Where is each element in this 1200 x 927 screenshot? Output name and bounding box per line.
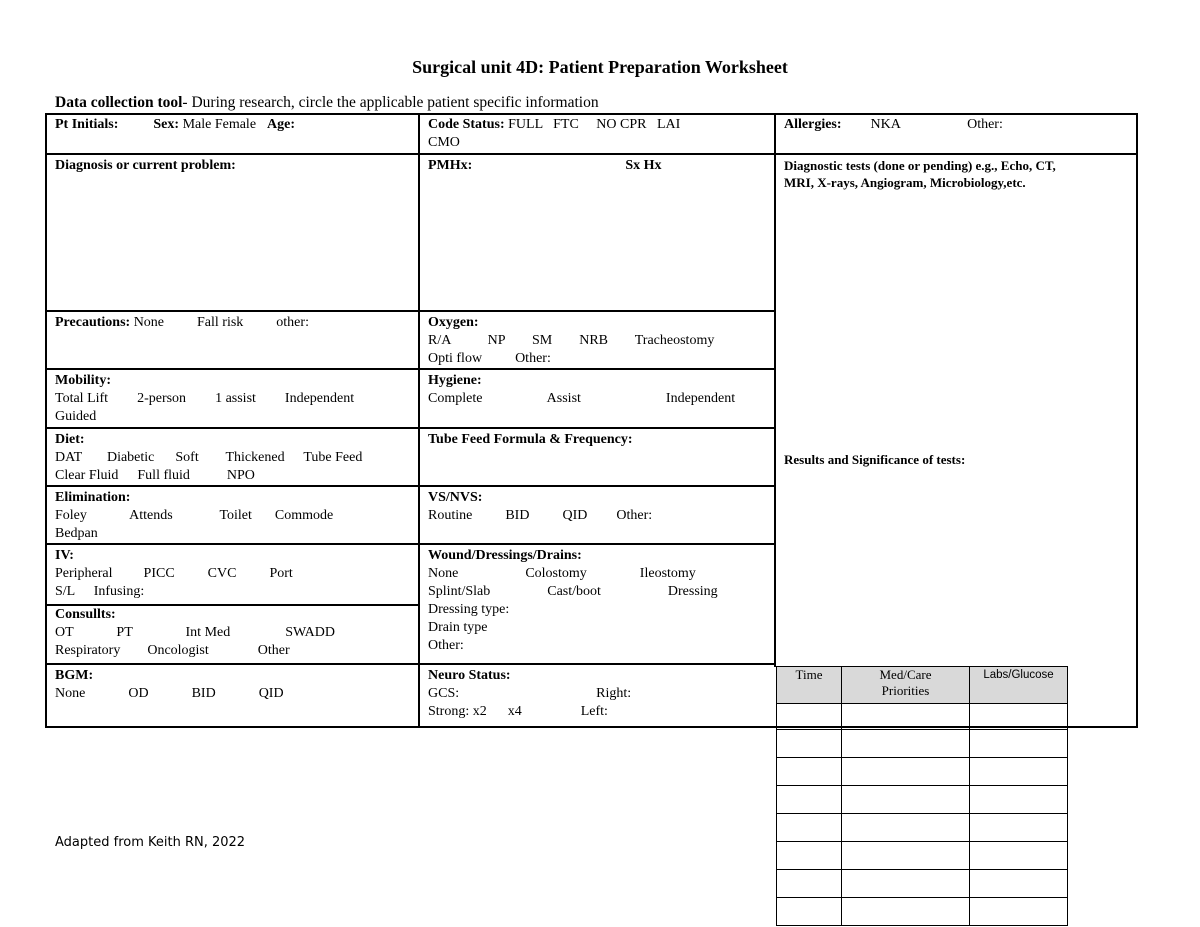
med-care-cell[interactable] bbox=[842, 814, 970, 842]
med-care-cell[interactable] bbox=[842, 870, 970, 898]
elimination-toilet[interactable]: Toilet bbox=[219, 508, 252, 523]
row-divider bbox=[45, 310, 776, 312]
labs-glucose-cell[interactable] bbox=[970, 758, 1068, 786]
time-cell[interactable] bbox=[777, 814, 842, 842]
mobility-independent[interactable]: Independent bbox=[284, 391, 355, 406]
labs-glucose-cell[interactable] bbox=[970, 870, 1068, 898]
neuro-left[interactable]: Left: bbox=[580, 704, 608, 719]
page-title: Surgical unit 4D: Patient Preparation Worksheet bbox=[412, 57, 788, 77]
iv-cell[interactable] bbox=[47, 546, 418, 604]
time-header: Time bbox=[777, 667, 842, 704]
iv-picc[interactable]: PICC bbox=[143, 566, 175, 581]
diet-cell[interactable] bbox=[47, 430, 418, 485]
elimination-bedpan[interactable]: Bedpan bbox=[55, 526, 98, 541]
diet-full-fluid[interactable]: Full fluid bbox=[137, 468, 190, 483]
oxygen-nrb[interactable]: NRB bbox=[579, 333, 608, 348]
table-row bbox=[777, 704, 1068, 730]
oxygen-label: Oxygen: bbox=[428, 315, 479, 330]
med-care-header bbox=[842, 667, 970, 704]
consult-pt[interactable]: PT bbox=[116, 625, 133, 640]
instructions-lead: Data collection tool bbox=[55, 94, 183, 111]
sex-options[interactable]: Male Female bbox=[182, 117, 257, 132]
consult-other[interactable]: Other bbox=[257, 643, 290, 658]
labs-glucose-cell[interactable] bbox=[970, 704, 1068, 730]
elimination-commode[interactable]: Commode bbox=[274, 508, 334, 523]
code-status-cell[interactable] bbox=[420, 115, 774, 153]
table-row bbox=[777, 814, 1068, 842]
wound-splint[interactable]: Splint/Slab bbox=[428, 584, 491, 599]
elimination-attends[interactable]: Attends bbox=[129, 508, 173, 523]
wound-cast[interactable]: Cast/boot bbox=[547, 584, 601, 599]
diagnostic-tests-line2: MRI, X-rays, Angiogram, Microbiology,etc. bbox=[784, 175, 1026, 190]
precautions-other[interactable]: other: bbox=[276, 315, 309, 330]
diet-dat[interactable]: DAT bbox=[55, 450, 82, 465]
consult-int-med[interactable]: Int Med bbox=[185, 625, 231, 640]
mobility-2-person[interactable]: 2-person bbox=[137, 391, 187, 406]
hygiene-cell[interactable] bbox=[420, 371, 774, 427]
table-row bbox=[777, 870, 1068, 898]
med-care-cell[interactable] bbox=[842, 898, 970, 926]
row-divider bbox=[45, 485, 776, 487]
bgm-cell[interactable] bbox=[47, 666, 418, 726]
iv-label: IV: bbox=[55, 548, 74, 563]
instructions bbox=[55, 94, 599, 112]
allergies-cell[interactable] bbox=[776, 115, 1136, 153]
diet-thickened[interactable]: Thickened bbox=[225, 450, 285, 465]
mobility-cell[interactable] bbox=[47, 371, 418, 427]
neuro-right[interactable]: Right: bbox=[596, 686, 632, 701]
diet-soft[interactable]: Soft bbox=[175, 450, 199, 465]
labs-glucose-cell[interactable] bbox=[970, 898, 1068, 926]
elimination-cell[interactable] bbox=[47, 488, 418, 543]
table-row bbox=[777, 786, 1068, 814]
vs-bid[interactable]: BID bbox=[505, 508, 530, 523]
time-cell[interactable] bbox=[777, 870, 842, 898]
priorities-header-row bbox=[777, 667, 1068, 704]
table-row bbox=[777, 758, 1068, 786]
elimination-label: Elimination: bbox=[55, 490, 131, 505]
med-care-cell[interactable] bbox=[842, 758, 970, 786]
iv-sl[interactable]: S/L bbox=[55, 584, 75, 599]
patient-id-cell[interactable] bbox=[47, 115, 418, 153]
history-cell[interactable] bbox=[420, 156, 774, 310]
row-divider bbox=[45, 153, 1138, 155]
wound-label: Wound/Dressings/Drains: bbox=[428, 548, 582, 563]
oxygen-ra[interactable]: R/A bbox=[428, 333, 451, 348]
hygiene-independent[interactable]: Independent bbox=[665, 391, 736, 406]
iv-peripheral[interactable]: Peripheral bbox=[55, 566, 113, 581]
row-divider bbox=[45, 543, 776, 545]
bgm-od[interactable]: OD bbox=[128, 686, 149, 701]
tube-feed-label: Tube Feed Formula & Frequency: bbox=[428, 432, 633, 447]
time-cell[interactable] bbox=[777, 842, 842, 870]
iv-infusing[interactable]: Infusing: bbox=[93, 584, 145, 599]
consult-swadd[interactable]: SWADD bbox=[285, 625, 336, 640]
diet-diabetic[interactable]: Diabetic bbox=[106, 450, 155, 465]
med-care-cell[interactable] bbox=[842, 730, 970, 758]
neuro-cell[interactable] bbox=[420, 666, 774, 726]
age-label: Age: bbox=[267, 117, 296, 132]
vs-label: VS/NVS: bbox=[428, 490, 483, 505]
labs-glucose-cell[interactable] bbox=[970, 786, 1068, 814]
wound-dressing[interactable]: Dressing bbox=[667, 584, 718, 599]
consult-oncologist[interactable]: Oncologist bbox=[147, 643, 209, 658]
oxygen-optiflow[interactable]: Opti flow bbox=[428, 351, 483, 366]
allergies-label: Allergies: bbox=[784, 117, 842, 132]
labs-glucose-cell[interactable] bbox=[970, 730, 1068, 758]
oxygen-cell[interactable] bbox=[420, 313, 774, 368]
wound-ileostomy[interactable]: Ileostomy bbox=[639, 566, 696, 581]
table-row bbox=[777, 898, 1068, 926]
vs-other[interactable]: Other: bbox=[616, 508, 653, 523]
results-cell[interactable] bbox=[776, 450, 1136, 490]
labs-glucose-cell[interactable] bbox=[970, 814, 1068, 842]
time-cell[interactable] bbox=[777, 786, 842, 814]
row-divider bbox=[45, 663, 776, 665]
results-label: Results and Significance of tests: bbox=[784, 452, 966, 467]
consults-cell[interactable] bbox=[47, 605, 418, 663]
precautions-label: Precautions: bbox=[55, 315, 131, 330]
pmhx-label: PMHx: bbox=[428, 158, 473, 173]
med-care-header-line1: Med/Care bbox=[879, 667, 932, 682]
wound-other[interactable]: Other: bbox=[428, 638, 464, 653]
bgm-qid[interactable]: QID bbox=[258, 686, 284, 701]
diet-npo[interactable]: NPO bbox=[226, 468, 255, 483]
diet-clear-fluid[interactable]: Clear Fluid bbox=[55, 468, 119, 483]
table-row bbox=[777, 842, 1068, 870]
sex-label: Sex: bbox=[153, 117, 180, 132]
oxygen-other[interactable]: Other: bbox=[515, 351, 551, 366]
consult-respiratory[interactable]: Respiratory bbox=[55, 643, 121, 658]
neuro-gcs[interactable]: GCS: bbox=[428, 686, 460, 701]
code-status-label: Code Status: bbox=[428, 117, 505, 132]
oxygen-np[interactable]: NP bbox=[487, 333, 505, 348]
oxygen-sm[interactable]: SM bbox=[531, 333, 553, 348]
vs-qid[interactable]: QID bbox=[562, 508, 588, 523]
diet-tube-feed[interactable]: Tube Feed bbox=[303, 450, 363, 465]
row-divider bbox=[45, 427, 776, 429]
med-care-cell[interactable] bbox=[842, 842, 970, 870]
code-status-cmo[interactable]: CMO bbox=[428, 135, 460, 150]
allergies-other[interactable]: Other: bbox=[967, 117, 1003, 132]
consults-label: Consullts: bbox=[55, 607, 116, 622]
neuro-x4[interactable]: x4 bbox=[507, 704, 522, 719]
attribution-footer: Adapted from Keith RN, 2022 bbox=[55, 835, 246, 850]
table-row bbox=[777, 730, 1068, 758]
wound-colostomy[interactable]: Colostomy bbox=[525, 566, 587, 581]
oxygen-tracheostomy[interactable]: Tracheostomy bbox=[634, 333, 715, 348]
mobility-total-lift[interactable]: Total Lift bbox=[55, 391, 109, 406]
vs-routine[interactable]: Routine bbox=[428, 508, 473, 523]
elimination-foley[interactable]: Foley bbox=[55, 508, 87, 523]
precautions-cell[interactable] bbox=[47, 313, 418, 368]
mobility-guided[interactable]: Guided bbox=[55, 409, 97, 424]
bgm-none[interactable]: None bbox=[55, 686, 86, 701]
diagnosis-label: Diagnosis or current problem: bbox=[55, 158, 236, 173]
code-status-options[interactable]: FULL FTC NO CPR LAI bbox=[508, 117, 681, 132]
diet-label: Diet: bbox=[55, 432, 85, 447]
bgm-bid[interactable]: BID bbox=[191, 686, 216, 701]
neuro-label: Neuro Status: bbox=[428, 668, 511, 683]
time-cell[interactable] bbox=[777, 730, 842, 758]
med-care-cell[interactable] bbox=[842, 786, 970, 814]
time-cell[interactable] bbox=[777, 758, 842, 786]
diagnosis-cell[interactable] bbox=[47, 156, 418, 310]
hygiene-label: Hygiene: bbox=[428, 373, 482, 388]
labs-glucose-cell[interactable] bbox=[970, 842, 1068, 870]
diagnostic-tests-line1: Diagnostic tests (done or pending) e.g., Echo, CT, bbox=[784, 158, 1056, 173]
bgm-label: BGM: bbox=[55, 668, 94, 683]
wound-drain-type[interactable]: Drain type bbox=[428, 620, 488, 635]
sxhx-label: Sx Hx bbox=[625, 158, 662, 173]
mobility-1-assist[interactable]: 1 assist bbox=[215, 391, 256, 406]
consult-ot[interactable]: OT bbox=[55, 625, 74, 640]
med-care-header-line2: Priorities bbox=[881, 683, 930, 698]
tube-feed-cell[interactable] bbox=[420, 430, 774, 485]
wound-cell[interactable] bbox=[420, 546, 774, 663]
labs-glucose-header: Labs/Glucose bbox=[970, 667, 1068, 704]
precautions-none[interactable]: None bbox=[133, 315, 165, 330]
time-cell[interactable] bbox=[777, 898, 842, 926]
med-care-cell[interactable] bbox=[842, 704, 970, 730]
hygiene-complete[interactable]: Complete bbox=[428, 391, 483, 406]
priorities-table bbox=[776, 666, 1068, 926]
instructions-text: - During research, circle the applicable patient specific information bbox=[182, 94, 599, 111]
time-cell[interactable] bbox=[777, 704, 842, 730]
hygiene-assist[interactable]: Assist bbox=[546, 391, 581, 406]
wound-dressing-type[interactable]: Dressing type: bbox=[428, 602, 510, 617]
iv-port[interactable]: Port bbox=[269, 566, 293, 581]
row-divider bbox=[45, 368, 776, 370]
neuro-strong-x2[interactable]: Strong: x2 bbox=[428, 704, 487, 719]
precautions-fall-risk[interactable]: Fall risk bbox=[197, 315, 244, 330]
vital-signs-cell[interactable] bbox=[420, 488, 774, 543]
allergies-nka[interactable]: NKA bbox=[870, 117, 901, 132]
pt-initials-label: Pt Initials: bbox=[55, 117, 119, 132]
iv-cvc[interactable]: CVC bbox=[207, 566, 237, 581]
wound-none[interactable]: None bbox=[428, 566, 459, 581]
mobility-label: Mobility: bbox=[55, 373, 111, 388]
diagnostic-tests-cell[interactable] bbox=[776, 156, 1136, 446]
